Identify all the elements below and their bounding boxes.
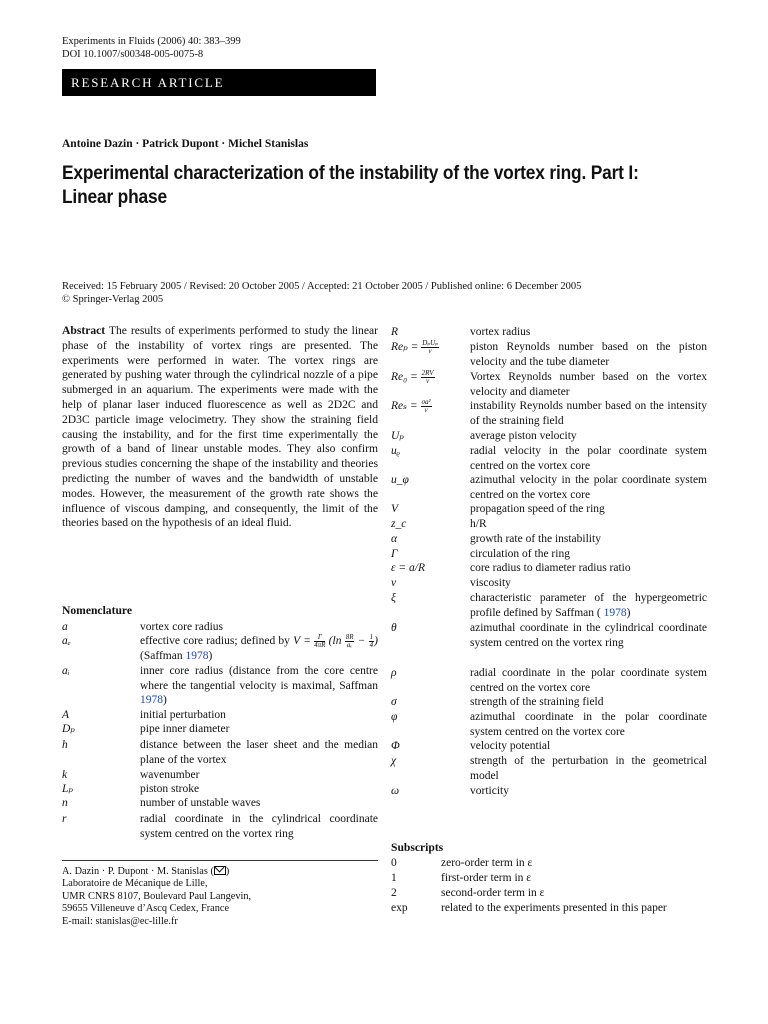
nomenclature-definition: piston Reynolds number based on the piston velocity and the tube diameter [470, 341, 707, 368]
nomenclature-symbol: Dₚ [62, 723, 75, 735]
nomenclature-definition: viscosity [470, 577, 511, 589]
nomenclature-symbol: Φ [391, 740, 400, 752]
nomenclature-definition: azimuthal velocity in the polar coordinate system centred on the vortex core [470, 474, 707, 501]
subscript-symbol: 2 [391, 887, 397, 899]
nomenclature-symbol: uᵨ [391, 445, 401, 457]
fraction [421, 370, 435, 385]
nomenclature-symbol: R [391, 326, 399, 338]
nomenclature-symbol: V [391, 503, 399, 515]
article-type-banner: RESEARCH ARTICLE [62, 69, 376, 96]
nomenclature-definition: Vortex Reynolds number based on the vortex velocity and diameter [470, 371, 707, 398]
fraction-denominator: 4 [369, 641, 374, 649]
nomenclature-definition: initial perturbation [140, 709, 226, 721]
nomenclature-symbol: r [62, 813, 67, 825]
nomenclature-symbol: h [62, 739, 68, 751]
formula-effective-radius: V = $\frac{\Gamma}{4\pi R}$ (ln $\frac{8R}{\text{aₑ}}$ − $\frac{1}{4}$ ) [293, 633, 379, 649]
citation-link: 1978 [185, 650, 209, 662]
dates-line: Received: 15 February 2005 / Revised: 20 October 2005 / Accepted: 21 October 2005 / Published online: 6 December 2005 [62, 281, 582, 292]
fraction-denominator: ν [428, 347, 432, 355]
nomenclature-symbol: ω [391, 785, 400, 797]
subscripts-heading: Subscripts [391, 841, 444, 854]
nomenclature-symbol: aₑ [62, 635, 71, 647]
page-title [62, 161, 649, 209]
nomenclature-symbol: ξ [391, 592, 396, 604]
nomenclature-heading: Nomenclature [62, 604, 132, 617]
nomenclature-definition: wavenumber [140, 769, 200, 781]
subscript-definition: first-order term in ε [441, 872, 532, 884]
nomenclature-definition: average piston velocity [470, 430, 577, 442]
nomenclature-symbol: Re₀ = $\frac{2RV}{\nu}$ [391, 369, 434, 385]
nomenclature-definition: azimuthal coordinate in the cylindrical coordinate system centred on the vortex ring [470, 622, 707, 649]
nomenclature-definition: characteristic parameter of the hypergeometric profile defined by Saffman ( 1978) [470, 592, 707, 619]
nomenclature-symbol: aᵢ [62, 665, 70, 677]
nomenclature-definition: inner core radius (distance from the core centre where the tangential velocity is maximal, Saffman 1978) [140, 665, 378, 707]
subscript-definition: zero-order term in ε [441, 857, 533, 869]
nomenclature-symbol: Uₚ [391, 430, 404, 442]
nomenclature-symbol: Γ [391, 548, 398, 560]
nomenclature-symbol: θ [391, 622, 397, 634]
nomenclature-symbol: u_φ [391, 474, 409, 486]
nomenclature-symbol: ε = a/R [391, 562, 426, 574]
nomenclature-definition: azimuthal coordinate in the polar coordinate system centred on the vortex core [470, 711, 707, 738]
nomenclature-symbol: α [391, 533, 398, 545]
citation-link: 1978 [603, 606, 627, 619]
nomenclature-definition: circulation of the ring [470, 548, 570, 560]
fraction-denominator: ν [424, 406, 428, 414]
author-list: Antoine Dazin · Patrick Dupont · Michel Stanislas [62, 138, 309, 150]
nomenclature-symbol: σ [391, 696, 397, 708]
nomenclature-definition: distance between the laser sheet and the median plane of the vortex [140, 739, 378, 766]
affiliation-address-1: UMR CNRS 8107, Boulevard Paul Langevin, [62, 890, 252, 902]
nomenclature-symbol: k [62, 769, 68, 781]
fraction [314, 634, 325, 649]
fraction [345, 634, 355, 649]
title-line-2: Linear phase [62, 186, 167, 208]
nomenclature-definition: velocity potential [470, 740, 551, 752]
envelope-icon [214, 866, 226, 875]
fraction [421, 340, 439, 355]
nomenclature-definition: radial coordinate in the polar coordinate system centred on the vortex core [470, 667, 707, 694]
citation-link: 1978 [140, 694, 163, 707]
nomenclature-symbol: Lₚ [62, 783, 73, 795]
fraction-numerator: DₚUₚ [422, 339, 438, 347]
nomenclature-definition: radial velocity in the polar coordinate system centred on the vortex core [470, 445, 707, 472]
affiliation-lab: Laboratoire de Mécanique de Lille, [62, 878, 208, 890]
nomenclature-definition: number of unstable waves [140, 797, 261, 809]
affiliation-address-2: 59655 Villeneuve d’Ascq Cedex, France [62, 903, 230, 915]
fraction-numerator: 1 [369, 633, 374, 641]
nomenclature-symbol: z_c [391, 518, 407, 530]
footnote-divider [62, 860, 378, 861]
fraction-numerator: Γ [314, 634, 325, 642]
nomenclature-definition: instability Reynolds number based on the intensity of the straining field [470, 400, 707, 427]
subscript-definition: second-order term in ε [441, 887, 545, 899]
abstract-label: Abstract [62, 324, 106, 337]
fraction [421, 399, 432, 414]
nomenclature-symbol: n [62, 797, 68, 809]
nomenclature-definition: propagation speed of the ring [470, 503, 605, 515]
nomenclature-definition: strength of the straining field [470, 696, 604, 708]
fraction-denominator: ν [426, 377, 430, 385]
subscript-symbol: 1 [391, 872, 397, 884]
fraction-numerator: 2RV [421, 369, 434, 377]
affiliation [62, 866, 378, 928]
fraction [369, 634, 375, 649]
affiliation-names: A. Dazin · P. Dupont · M. Stanislas ( ) [62, 866, 230, 877]
copyright-line: © Springer-Verlag 2005 [62, 293, 164, 305]
fraction-numerator: 8R [345, 633, 354, 641]
doi: DOI 10.1007/s00348-005-0075-8 [62, 49, 204, 60]
nomenclature-definition: radial coordinate in the cylindrical coordinate system centred on the vortex ring [140, 813, 378, 840]
nomenclature-definition: effective core radius; defined by V = $\frac{\Gamma}{4\pi R}$ (ln $\frac{8R}{\text{aₑ}}$ − $\frac{1}{4}$ ) (Saffman 1978) [140, 633, 379, 662]
nomenclature-symbol: χ [391, 755, 397, 767]
nomenclature-symbol: ν [391, 577, 397, 589]
nomenclature-definition: h/R [470, 518, 487, 530]
subscript-definition: related to the experiments presented in this paper [441, 902, 667, 914]
nomenclature-definition: core radius to diameter radius ratio [470, 562, 631, 574]
nomenclature-symbol: a [62, 621, 68, 633]
nomenclature-definition: vortex radius [470, 326, 531, 338]
affiliation-email: E-mail: stanislas@ec-lille.fr [62, 915, 178, 927]
nomenclature-definition: strength of the perturbation in the geometrical model [470, 755, 707, 782]
journal-citation: Experiments in Fluids (2006) 40: 383–399 [62, 36, 241, 47]
title-line-1: Experimental characterization of the instability of the vortex ring. Part I: [62, 162, 639, 184]
nomenclature-definition: pipe inner diameter [140, 723, 230, 735]
nomenclature-definition: vorticity [470, 785, 509, 797]
nomenclature-symbol: A [62, 709, 70, 721]
nomenclature-definition: growth rate of the instability [470, 533, 601, 545]
abstract-text: The results of experiments performed to study the linear phase of the instability of vortex rings are presented. The experiments were performed in water. The vortex rings are generated by pushing water through the cylindrical nozzle of a pipe submerged in an aquarium. The experiments were made with the help of planar laser induced fluorescence as well as 2D2C and 2D3C particle image velocimetry. They show the straining field causing the instability, and for the first time experimentally the growth of a band of linear unstable modes. They also confirm previous studies concerning the shape of the instability and theories predicting the number of waves and the bandwidth of unstable modes. However, the measurement of the growth rate shows the influence of viscous damping, and consequently, the limit of the theories based on the hypothesis of an ideal fluid. [62, 324, 378, 530]
nomenclature-symbol: Reₛ = $\frac{\text{σa²}}{\nu}$ [391, 398, 431, 414]
nomenclature-definition: piston stroke [140, 783, 200, 795]
publication-dates [62, 281, 742, 306]
nomenclature-symbol: ρ [391, 667, 397, 679]
abstract [62, 324, 378, 531]
subscript-symbol: exp [391, 902, 408, 914]
fraction-denominator: 4πR [314, 641, 326, 649]
fraction-numerator: σa² [421, 398, 431, 406]
subscript-symbol: 0 [391, 857, 397, 869]
nomenclature-symbol: Reₚ = $\frac{\text{DₚUₚ}}{\nu}$ [391, 339, 438, 355]
nomenclature-definition: vortex core radius [140, 621, 224, 633]
nomenclature-symbol: φ [391, 711, 398, 723]
fraction-denominator: aₑ [346, 641, 353, 649]
